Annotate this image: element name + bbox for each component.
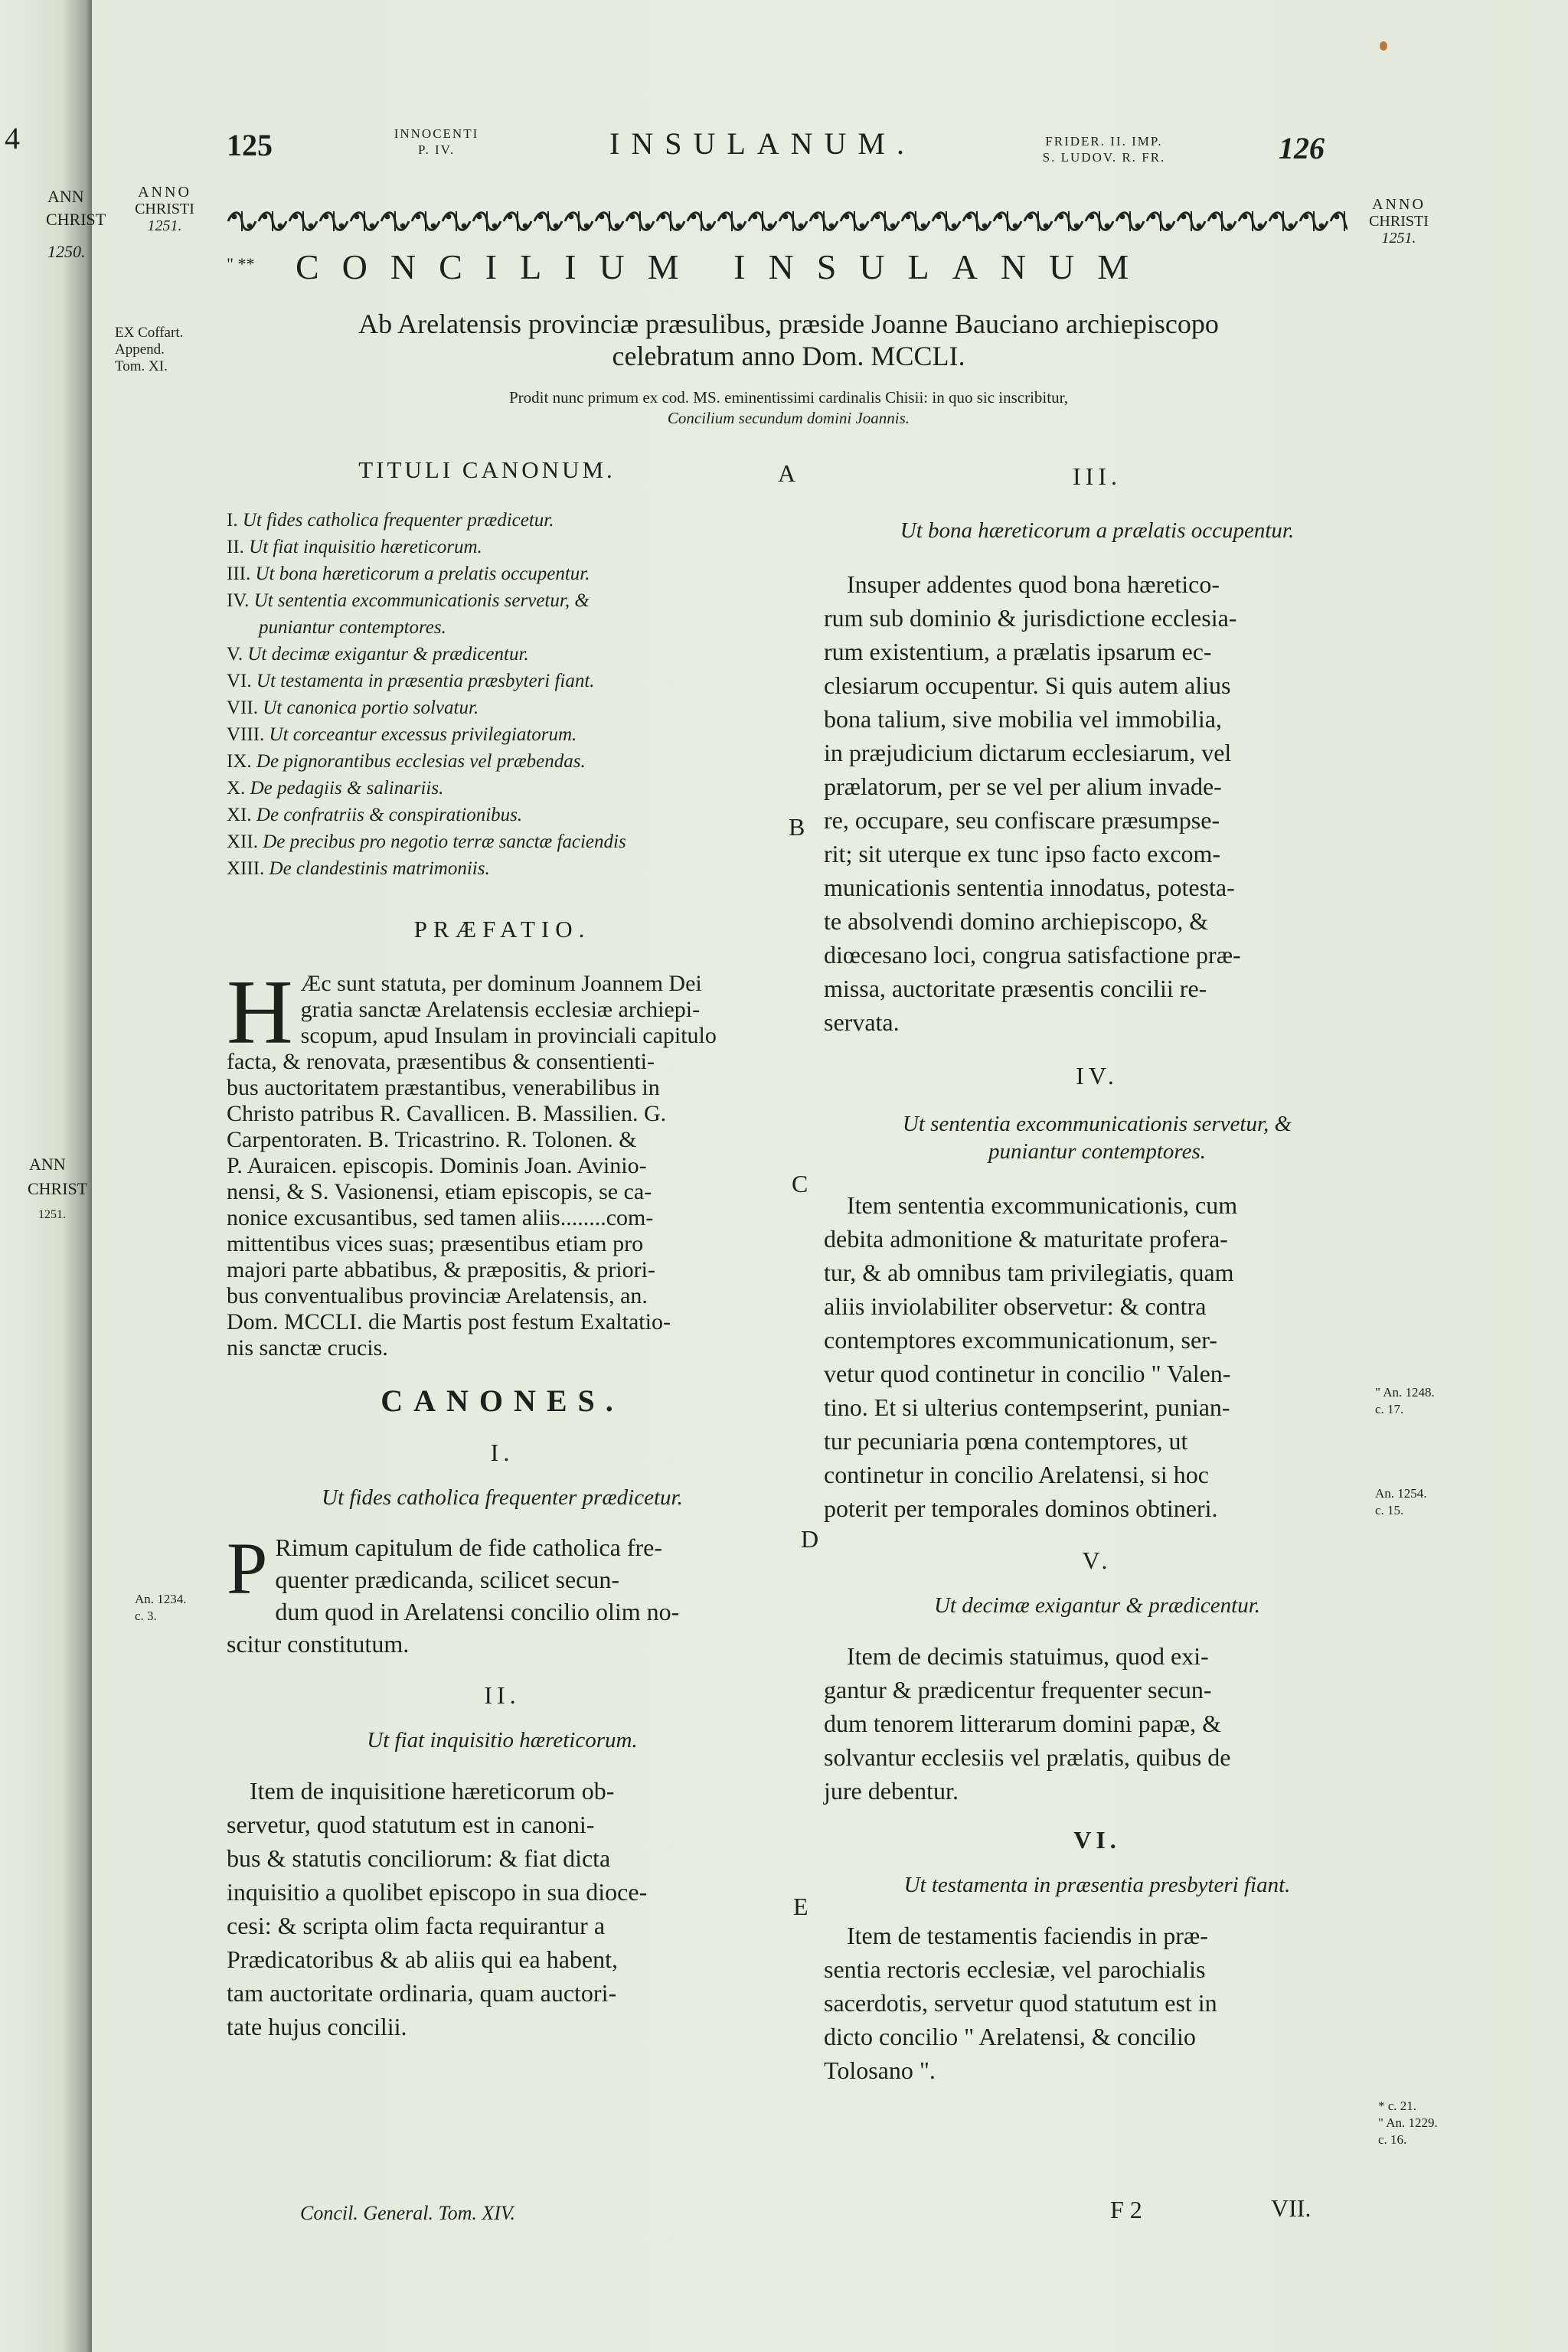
text-line: scopum, apud Insulam in provinciali capitulo xyxy=(300,1023,717,1048)
praefatio-text xyxy=(227,961,778,1361)
text-line: vetur quod continetur in concilio " Valen- xyxy=(824,1360,1231,1387)
canon-V-heading: V. xyxy=(1082,1547,1112,1574)
catchword: VII. xyxy=(1271,2194,1312,2222)
left-column xyxy=(227,456,778,2043)
text-line: Æc sunt statuta, per dominum Joannem Dei xyxy=(300,971,702,996)
ex-coffart-note xyxy=(115,325,222,375)
text-line: solvantur ecclesiis vel prælatis, quibus de xyxy=(824,1743,1231,1771)
canon-II-rubric: Ut fiat inquisitio hæreticorum. xyxy=(367,1728,638,1753)
gutter-fragment: 4 xyxy=(5,121,20,155)
anno-line: CHRISTI xyxy=(1369,213,1429,230)
council-title: CONCILIUM INSULANUM xyxy=(296,247,1152,286)
text-line: gantur & prædicentur frequenter secun- xyxy=(824,1676,1212,1704)
text-line: cesi: & scripta olim facta requirantur a xyxy=(227,1912,606,1939)
text-line: jure debentur. xyxy=(824,1777,959,1805)
text-line: tur pecuniaria pœna contemptores, ut xyxy=(824,1427,1188,1455)
list-item: XI. De confratriis & conspirationibus. xyxy=(227,805,523,825)
section-letter: B xyxy=(789,813,805,841)
text-line: bus conventualibus provinciæ Arelatensis, an. xyxy=(227,1283,648,1308)
canon-IV-margin-note-2 xyxy=(1375,1485,1459,1519)
right-header-tag xyxy=(1012,133,1196,165)
rubric-line: Ut sententia excommunicationis servetur, & xyxy=(902,1112,1292,1136)
left-header-tag xyxy=(360,126,513,158)
gutter-fragment: 1251. xyxy=(38,1208,66,1221)
canon-IV-text xyxy=(824,1188,1370,1525)
canon-VI-text xyxy=(824,1919,1370,2087)
text-line: diœcesano loci, congrua satisfactione præ- xyxy=(824,941,1241,969)
canon-I-heading: I. xyxy=(490,1439,514,1466)
text-line: mittentibus vices suas; præsentibus etiam pro xyxy=(227,1231,644,1256)
text-line: bus auctoritatem præstantibus, venerabilibus in xyxy=(227,1075,660,1100)
left-tag-line: INNOCENTI xyxy=(394,126,479,141)
canon-II-text xyxy=(227,1774,778,2043)
text-line: sentia rectoris ecclesiæ, vel parochialis xyxy=(824,1955,1206,1983)
text-line: tur, & ab omnibus tam privilegiatis, quam xyxy=(824,1259,1234,1286)
text-line: Christo patribus R. Cavallicen. B. Massilien. G. xyxy=(227,1101,667,1126)
tituli-list xyxy=(227,507,778,882)
gutter-fragment: ANN xyxy=(47,187,84,206)
gutter-fragment: 1250. xyxy=(47,242,86,261)
text-line: prælatorum, per se vel per alium invade- xyxy=(824,773,1222,800)
text-line: dicto concilio " Arelatensi, & concilio xyxy=(824,2023,1196,2050)
left-margin-anno xyxy=(122,184,207,234)
canon-VI-rubric: Ut testamenta in præsentia presbyteri fiant. xyxy=(903,1873,1291,1897)
text-line: quenter prædicanda, scilicet secun- xyxy=(275,1566,619,1593)
text-line: rit; sit uterque ex tunc ipso facto excom- xyxy=(824,840,1221,867)
text-line: Prædicatoribus & ab aliis qui ea habent, xyxy=(227,1945,618,1973)
note-line: Tom. XI. xyxy=(115,358,168,374)
text-line: missa, auctoritate præsentis concilii re- xyxy=(824,975,1207,1002)
praefatio-heading: PRÆFATIO. xyxy=(413,916,591,942)
section-letter: E xyxy=(793,1893,808,1920)
drop-cap: P xyxy=(227,1527,268,1609)
text-line: in præjudicium dictarum ecclesiarum, vel xyxy=(824,739,1232,766)
note-line: " An. 1248. xyxy=(1375,1385,1435,1400)
right-page-number: 126 xyxy=(1279,131,1325,165)
list-item: IV. Ut sententia excommunicationis servetur, & xyxy=(227,590,590,611)
text-line: Item de testamentis faciendis in præ- xyxy=(847,1922,1208,1949)
right-margin-anno xyxy=(1357,196,1441,247)
subtitle-line: celebratum anno Dom. MCCLI. xyxy=(612,341,965,371)
canon-I-rubric: Ut fides catholica frequenter prædicetur. xyxy=(322,1485,683,1510)
previous-page-edge xyxy=(0,0,106,2352)
text-line: tam auctoritate ordinaria, quam auctori- xyxy=(227,1979,617,2007)
footer-volume: Concil. General. Tom. XIV. xyxy=(300,2202,515,2224)
list-item: I. Ut fides catholica frequenter prædicetur. xyxy=(227,510,554,531)
text-line: rum sub dominio & jurisdictione ecclesia- xyxy=(824,604,1237,632)
text-line: te absolvendi domino archiepiscopo, & xyxy=(824,907,1209,935)
text-line: nonice excusantibus, sed tamen aliis........com- xyxy=(227,1205,654,1230)
text-line: continetur in concilio Arelatensi, si hoc xyxy=(824,1461,1209,1488)
text-line: dum tenorem litterarum domini papæ, & xyxy=(824,1710,1222,1737)
canon-VI-heading: VI. xyxy=(1073,1826,1121,1854)
canon-IV-heading: IV. xyxy=(1076,1062,1119,1089)
text-line: nis sanctæ crucis. xyxy=(227,1335,388,1361)
list-item: XIII. De clandestinis matrimoniis. xyxy=(227,858,490,879)
canon-III-heading: III. xyxy=(1073,462,1122,490)
council-subtitle xyxy=(230,308,1348,372)
text-line: servetur, quod statutum est in canoni- xyxy=(227,1811,595,1838)
text-line: tate hujus concilii. xyxy=(227,2013,407,2040)
drop-cap: H xyxy=(227,961,293,1063)
note-line: c. 16. xyxy=(1378,2132,1407,2147)
source-note xyxy=(230,387,1348,429)
title-marker: " ** xyxy=(227,254,255,273)
source-note-line: Concilium secundum domini Joannis. xyxy=(667,409,910,427)
text-line: dum quod in Arelatensi concilio olim no- xyxy=(275,1598,680,1625)
text-line: inquisitio a quolibet episcopo in sua dioce- xyxy=(227,1878,648,1906)
anno-line: 1251. xyxy=(1381,230,1416,247)
note-line: An. 1234. xyxy=(135,1592,187,1606)
text-line: contemptores excommunicationum, ser- xyxy=(824,1326,1217,1354)
text-line: gratia sanctæ Arelatensis ecclesiæ archiepi- xyxy=(300,997,701,1022)
text-line: Carpentoraten. B. Tricastrino. R. Tolonen. & xyxy=(227,1127,637,1152)
text-line: majori parte abbatibus, & præpositis, & priori- xyxy=(227,1257,655,1282)
list-item: IX. De pignorantibus ecclesias vel præbendas. xyxy=(227,751,586,772)
list-item: VII. Ut canonica portio solvatur. xyxy=(227,697,479,718)
gutter-fragment: ANN xyxy=(29,1155,66,1174)
gutter-fragment: CHRIST xyxy=(28,1179,88,1198)
canon-V-text xyxy=(824,1639,1370,1808)
paper-spot xyxy=(1380,41,1387,51)
right-tag-line: S. LUDOV. R. FR. xyxy=(1042,150,1166,165)
note-line: An. 1254. xyxy=(1375,1486,1427,1501)
text-line: Item sententia excommunicationis, cum xyxy=(847,1191,1238,1219)
list-item: II. Ut fiat inquisitio hæreticorum. xyxy=(227,537,482,557)
canon-I-text xyxy=(227,1527,778,1660)
tituli-heading: TITULI CANONUM. xyxy=(358,456,616,483)
left-page-number: 125 xyxy=(227,128,273,162)
note-line: c. 15. xyxy=(1375,1503,1404,1517)
canon-VI-margin-note xyxy=(1378,2098,1462,2148)
text-line: Rimum capitulum de fide catholica fre- xyxy=(275,1534,662,1561)
text-line: re, occupare, seu confiscare præsumpse- xyxy=(824,806,1220,834)
text-line: Item de inquisitione hæreticorum ob- xyxy=(250,1777,615,1805)
note-line: EX Coffart. xyxy=(115,325,184,341)
canones-heading: CANONES. xyxy=(381,1383,624,1418)
gutter-fragment: CHRIST xyxy=(46,210,106,229)
left-tag-line: P. IV. xyxy=(417,142,456,157)
list-item: X. De pedagiis & salinariis. xyxy=(227,778,444,799)
running-title: INSULANUM. xyxy=(609,126,916,161)
text-line: aliis inviolabiliter observetur: & contra xyxy=(824,1292,1207,1320)
list-item: puniantur contemptores. xyxy=(259,617,446,638)
text-line: sacerdotis, servetur quod statutum est in xyxy=(824,1989,1217,2017)
note-line: c. 3. xyxy=(135,1609,157,1623)
canon-III-rubric: Ut bona hæreticorum a prælatis occupentur. xyxy=(900,518,1295,543)
canon-II-heading: II. xyxy=(484,1681,521,1709)
text-line: poterit per temporales dominos obtineri. xyxy=(824,1494,1218,1522)
canon-III-text xyxy=(824,567,1370,1039)
note-line: Append. xyxy=(115,341,165,358)
ornamental-band xyxy=(227,207,1348,236)
note-line: c. 17. xyxy=(1375,1402,1404,1416)
source-note-line: Prodit nunc primum ex cod. MS. eminentissimi cardinalis Chisii: in quo sic inscribitur, xyxy=(508,388,1069,407)
text-line: bona talium, sive mobilia vel immobilia, xyxy=(824,705,1222,733)
anno-line: 1251. xyxy=(147,217,182,234)
list-item: XII. De precibus pro negotio terræ sanctæ faciendis xyxy=(227,831,626,852)
text-line: bus & statutis conciliorum: & fiat dicta xyxy=(227,1844,611,1872)
canon-V-rubric: Ut decimæ exigantur & prædicentur. xyxy=(933,1593,1261,1618)
text-line: nensi, & S. Vasionensi, etiam episcopis, se ca- xyxy=(227,1179,652,1204)
list-item: V. Ut decimæ exigantur & prædicentur. xyxy=(227,644,529,665)
text-line: rum existentium, a prælatis ipsarum ec- xyxy=(824,638,1212,665)
anno-line: CHRISTI xyxy=(135,201,194,217)
text-line: tino. Et si ulterius contempserint, punian- xyxy=(824,1393,1230,1421)
section-letter: A xyxy=(778,459,796,487)
list-item: VI. Ut testamenta in præsentia præsbyteri fiant. xyxy=(227,671,595,691)
canon-IV-margin-note xyxy=(1375,1384,1459,1418)
right-column xyxy=(824,462,1370,2087)
rubric-line: puniantur contemptores. xyxy=(988,1139,1207,1164)
section-letter: D xyxy=(801,1525,819,1553)
note-line: * c. 21. xyxy=(1378,2099,1417,2113)
canon-IV-rubric xyxy=(824,1110,1370,1165)
text-line: Item de decimis statuimus, quod exi- xyxy=(847,1642,1209,1670)
text-line: Insuper addentes quod bona hæretico- xyxy=(847,570,1220,598)
text-line: clesiarum occupentur. Si quis autem alius xyxy=(824,671,1231,699)
section-letter: C xyxy=(792,1170,808,1197)
subtitle-line: Ab Arelatensis provinciæ præsulibus, præside Joanne Bauciano archiepiscopo xyxy=(358,309,1219,339)
list-item: VIII. Ut corceantur excessus privilegiatorum. xyxy=(227,724,577,745)
note-line: " An. 1229. xyxy=(1378,2115,1438,2130)
text-line: Dom. MCCLI. die Martis post festum Exaltatio- xyxy=(227,1309,671,1334)
text-line: municationis sententia innodatus, potesta- xyxy=(824,874,1235,901)
anno-line: ANNO xyxy=(1372,196,1426,213)
text-line: servata. xyxy=(824,1008,900,1036)
right-tag-line: FRIDER. II. IMP. xyxy=(1045,134,1163,149)
anno-line: ANNO xyxy=(138,184,191,201)
list-item: III. Ut bona hæreticorum a prelatis occupentur. xyxy=(227,564,590,584)
text-line: scitur constitutum. xyxy=(227,1630,410,1658)
text-line: debita admonitione & maturitate profera- xyxy=(824,1225,1228,1253)
canon-I-margin-note xyxy=(135,1591,227,1625)
text-line: P. Auraicen. episcopis. Dominis Joan. Avinio- xyxy=(227,1153,647,1178)
text-line: facta, & renovata, præsentibus & consentienti- xyxy=(227,1049,655,1074)
signature-mark: F 2 xyxy=(1110,2196,1142,2223)
text-line: Tolosano ". xyxy=(824,2056,936,2084)
